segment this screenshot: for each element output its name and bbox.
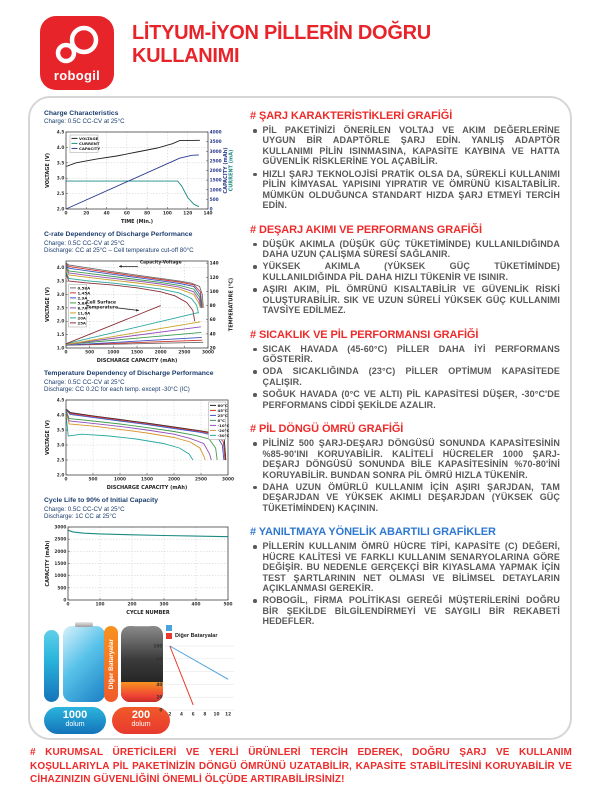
svg-text:2.0: 2.0: [56, 473, 65, 479]
svg-text:2500: 2500: [178, 350, 191, 356]
bullet-dot: [253, 348, 257, 352]
chart-subtitle: Charge: 0.5C CC-CV at 25°C: [44, 378, 125, 386]
svg-text:10: 10: [213, 712, 220, 718]
svg-text:60: 60: [123, 211, 130, 217]
svg-text:25°C: 25°C: [217, 413, 228, 419]
svg-text:100: 100: [95, 602, 105, 608]
svg-text:11,6A: 11,6A: [77, 310, 91, 316]
bullet-text: PİLİNİZ 500 ŞARJ-DEŞARJ DÖNGÜSÜ SONUNDA KAPASİTESİNİN %85-90'INI KORUYABİLİR. KALİTELİ HÜCRELER 1000 ŞARJ-DEŞARJ DÖNGÜSÜ SONUNDA BİLE KAPASİTESİNİN %70-80'İNİ KORUYABİLİR. BUNDAN SONRA PİL ÖMRÜ HIZLA TÜKENİR.: [262, 438, 560, 480]
bullet-text: YÜKSEK AKIMLA (YÜKSEK GÜÇ TÜKETİMİNDE) KULLANILDIĞINDA PİL DAHA HIZLI TÜKENİR VE ISINIR.: [262, 261, 560, 282]
svg-text:4.0: 4.0: [56, 413, 65, 419]
svg-text:100: 100: [153, 644, 163, 650]
header: [40, 16, 431, 90]
svg-text:40: 40: [209, 332, 216, 338]
svg-text:2.5: 2.5: [56, 192, 65, 198]
svg-text:1.0: 1.0: [56, 346, 65, 352]
svg-text:500: 500: [223, 602, 233, 608]
svg-text:0: 0: [159, 708, 163, 714]
chart-subtitle: Charge: 0.5C CC-CV at 25°C: [44, 505, 125, 513]
svg-text:3500: 3500: [209, 140, 222, 146]
svg-text:VOLTAGE (V): VOLTAGE (V): [45, 287, 51, 323]
chart-subtitle: Discharge: CC at 25°C – Cell temperature cut-off 80°C: [44, 247, 194, 255]
svg-text:300: 300: [159, 602, 169, 608]
svg-text:3.5: 3.5: [56, 279, 65, 285]
svg-text:25A: 25A: [77, 320, 86, 326]
bullet-item: [250, 389, 560, 410]
bullet-dot: [253, 243, 257, 247]
badge-unit: dolum: [131, 721, 151, 729]
svg-text:4.5: 4.5: [56, 130, 65, 136]
svg-text:0: 0: [64, 211, 68, 217]
bullet-dot: [253, 545, 257, 549]
svg-text:4.5: 4.5: [56, 398, 65, 404]
section-sicaklik-performans: [250, 329, 560, 411]
legend-swatch-red: [166, 633, 172, 639]
bullet-dot: [253, 265, 257, 269]
svg-text:0: 0: [66, 602, 70, 608]
svg-text:120: 120: [183, 211, 193, 217]
svg-text:3000: 3000: [202, 350, 214, 356]
robogil-circles-icon: [51, 24, 103, 68]
svg-text:2,9A: 2,9A: [77, 295, 88, 301]
bullet-text: SICAK HAVADA (45-60°C) PİLLER DAHA İYİ PERFORMANS GÖSTERİR.: [262, 343, 560, 364]
bullet-item: [250, 261, 560, 282]
bullet-dot: [253, 442, 257, 446]
bullet-item: [250, 541, 560, 593]
chart-block-cycle-life: [44, 497, 240, 615]
legend-item: [166, 632, 240, 640]
content-card: [28, 96, 572, 740]
chart-charge-characteristics: [44, 128, 234, 224]
section-abartili-grafikler: [250, 526, 560, 627]
bullet-item: [250, 344, 560, 365]
svg-text:100: 100: [162, 211, 172, 217]
svg-text:3000: 3000: [222, 477, 234, 483]
svg-text:20: 20: [83, 211, 90, 217]
svg-text:40: 40: [156, 683, 163, 689]
section-heading: # SICAKLIK VE PİL PERFORMANSI GRAFİĞİ: [250, 328, 479, 341]
svg-text:100: 100: [209, 290, 219, 296]
section-dongu-omru: [250, 423, 560, 513]
svg-text:3.0: 3.0: [56, 293, 65, 299]
svg-text:400: 400: [191, 602, 201, 608]
chart-cycle-life: [44, 523, 234, 615]
svg-text:200: 200: [127, 602, 137, 608]
badge-unit: dolum: [65, 721, 85, 729]
svg-text:Capacity-Voltage: Capacity-Voltage: [139, 260, 182, 266]
badge-value: 200: [131, 709, 151, 722]
svg-text:Cell Surface: Cell Surface: [86, 300, 117, 306]
bullet-text: AŞIRI AKIM, PİL ÖMRÜNÜ KISALTABİLİR VE GÜVENLİK RİSKİ OLUŞTURABİLİR. SIK VE UZUN SÜRELİ YÜKSEK GÜÇ KULLANIMI TAVSİYE EDİLMEZ.: [262, 284, 560, 316]
chart-block-temperature: [44, 370, 240, 490]
svg-text:2.5: 2.5: [56, 458, 65, 464]
bullet-item: [250, 169, 560, 211]
bullet-dot: [253, 599, 257, 603]
section-heading: # YANILTMAYA YÖNELİK ABARTILI GRAFİKLER: [250, 526, 496, 539]
svg-text:4000: 4000: [209, 130, 222, 136]
svg-text:4.0: 4.0: [56, 146, 65, 152]
bullet-item: [250, 482, 560, 513]
svg-text:1000: 1000: [107, 350, 120, 356]
svg-text:2500: 2500: [209, 159, 222, 165]
text-column: [250, 110, 560, 730]
chart-title: C-rate Dependency of Discharge Performance: [44, 231, 193, 239]
logo-text: robogil: [53, 68, 101, 83]
svg-text:500: 500: [88, 477, 98, 483]
svg-text:1.5: 1.5: [56, 333, 65, 339]
battery-blue: [63, 626, 105, 702]
svg-text:-30°C: -30°C: [217, 433, 230, 439]
svg-text:80: 80: [144, 211, 151, 217]
bullet-item: [250, 284, 560, 315]
svg-text:1000: 1000: [114, 477, 126, 483]
svg-text:VOLTAGE (V): VOLTAGE (V): [45, 153, 51, 189]
legend-label: Diğer Bataryalar: [175, 633, 218, 640]
svg-text:20A: 20A: [77, 315, 86, 321]
svg-text:DISCHARGE CAPACITY (mAh): DISCHARGE CAPACITY (mAh): [106, 485, 188, 491]
svg-text:120: 120: [209, 275, 219, 281]
chart-battery-life-comparison: [152, 642, 238, 720]
svg-text:80: 80: [156, 657, 163, 663]
svg-text:500: 500: [57, 586, 67, 592]
svg-text:60°C: 60°C: [217, 403, 228, 409]
bullet-dot: [253, 288, 257, 292]
mini-chart-legend: [166, 624, 240, 640]
bullet-text: DÜŞÜK AKIMLA (DÜŞÜK GÜÇ TÜKETİMİNDE) KULLANILDIĞINDA DAHA UZUN ÇALIŞMA SÜRESİ SAĞLANIR.: [262, 238, 560, 259]
bullet-text: ROBOGİL, FİRMA POLİTİKASI GEREĞİ MÜŞTERİLERİNİ DOĞRU BİR ŞEKİLDE BİLGİLENDİRMEYİ VE SAYGILI BİR REKABETİ HEDEFLER.: [262, 595, 560, 627]
svg-text:DISCHARGE CAPACITY (mAh): DISCHARGE CAPACITY (mAh): [96, 358, 178, 364]
legend-swatch-blue: [166, 625, 172, 631]
bullet-text: PİLLERİN KULLANIM ÖMRÜ HÜCRE TİPİ, KAPASİTE (C) DEĞERİ, HÜCRE KALİTESİ VE FARKLI KULLANIM SENARYOLARINA GÖRE DEĞİŞİR. BU NEDENLE GERÇEKÇİ BİR KIYASLAMA YAPMAK İÇİN TEST ŞARTLARININ NET OLMASI VE BİLİMSEL DETAYLARIN AÇIKLANMASI GEREKİR.: [262, 541, 560, 593]
svg-text:0,58A: 0,58A: [77, 285, 91, 291]
chart-subtitle: Charge: 0.5C CC-CV at 25°C: [44, 118, 125, 126]
svg-text:3.0: 3.0: [56, 443, 65, 449]
other-batteries-strip: [104, 626, 118, 702]
svg-text:80: 80: [209, 304, 216, 310]
svg-text:6: 6: [191, 712, 195, 718]
section-heading: # DEŞARJ AKIMI VE PERFORMANS GRAFİĞİ: [250, 223, 482, 236]
svg-text:0°C: 0°C: [217, 418, 226, 424]
svg-text:140: 140: [203, 211, 213, 217]
bullet-text: HIZLI ŞARJ TEKNOLOJİSİ PRATİK OLSA DA, SÜREKLİ KULLANIMI PİLİN KİMYASAL YAPISINI YIPRATIR VE ÖMRÜNÜ KISALTABİLİR. MÜMKÜN OLDUĞUNCA STANDART HIZDA ŞARJ ETMEYİ TERCİH EDİN.: [262, 168, 560, 211]
svg-text:1500: 1500: [131, 350, 143, 356]
battery-cap: [133, 626, 151, 627]
title-line-2: KULLANIMI: [132, 45, 240, 67]
svg-text:5,8A: 5,8A: [77, 300, 88, 306]
svg-text:2.0: 2.0: [56, 319, 65, 325]
svg-text:8,7A: 8,7A: [77, 305, 88, 311]
svg-text:3.5: 3.5: [56, 161, 65, 167]
section-sarj-karakteristikleri: [250, 110, 560, 211]
svg-text:1000: 1000: [54, 574, 67, 580]
battery-cap: [75, 622, 93, 627]
chart-subtitle: Charge: 0.5C CC-CV at 25°C: [44, 239, 125, 247]
bullet-dot: [253, 370, 257, 374]
svg-text:3000: 3000: [209, 149, 222, 155]
bullet-dot: [253, 129, 257, 133]
battery-comparison: [44, 622, 240, 734]
svg-text:2500: 2500: [54, 537, 67, 543]
svg-text:60: 60: [156, 670, 163, 676]
svg-text:1500: 1500: [141, 477, 153, 483]
chart-block-crate: [44, 231, 240, 363]
chart-title: Cycle Life to 90% of Initial Capacity: [44, 497, 159, 505]
svg-text:4.0: 4.0: [56, 266, 65, 272]
svg-text:3.0: 3.0: [56, 176, 65, 182]
chart-temperature-discharge: [44, 396, 234, 490]
svg-text:60: 60: [209, 318, 216, 324]
page-title: [132, 22, 431, 68]
svg-text:20: 20: [156, 695, 163, 701]
charts-column: [44, 110, 240, 730]
svg-text:2000: 2000: [54, 550, 67, 556]
bullet-item: [250, 595, 560, 626]
svg-text:500: 500: [209, 198, 219, 204]
svg-text:3.5: 3.5: [56, 428, 65, 434]
svg-text:CYCLE NUMBER: CYCLE NUMBER: [126, 609, 170, 616]
svg-text:2000: 2000: [154, 350, 167, 356]
svg-text:CAPACITY: CAPACITY: [79, 146, 101, 152]
svg-text:TIME (Min.): TIME (Min.): [120, 219, 154, 225]
bullet-dot: [253, 173, 257, 177]
svg-text:TEMPERATURE (°C): TEMPERATURE (°C): [228, 278, 234, 332]
svg-text:0: 0: [64, 477, 68, 483]
svg-text:500: 500: [85, 350, 95, 356]
bullet-item: [250, 125, 560, 167]
badge-1000-dolum: [44, 707, 106, 734]
bullet-item: [250, 366, 560, 387]
svg-text:3000: 3000: [54, 525, 67, 531]
svg-text:140: 140: [209, 261, 219, 267]
legend-item: [166, 624, 240, 632]
chart-crate-discharge: [44, 257, 234, 363]
footer-note: [30, 746, 572, 787]
bullet-item: [250, 438, 560, 480]
battery-blue-slim: [44, 630, 59, 702]
svg-text:2.0: 2.0: [56, 207, 65, 213]
bullet-dot: [253, 486, 257, 490]
bullet-text: DAHA UZUN ÖMÜRLÜ KULLANIM İÇİN AŞIRI ŞARJDAN, TAM DEŞARJDAN VE YÜKSEK AKIMLI DEŞARJDAN (YÜKSEK GÜÇ TÜKETİMİNDEN) KAÇININ.: [262, 481, 560, 513]
section-heading: # PİL DÖNGÜ ÖMRÜ GRAFİĞİ: [250, 423, 404, 436]
svg-text:CURRENT (mA): CURRENT (mA): [228, 149, 234, 192]
chart-title: Charge Characteristics: [44, 110, 119, 117]
svg-text:1000: 1000: [209, 188, 222, 194]
svg-text:20: 20: [209, 346, 216, 352]
svg-text:2.5: 2.5: [56, 306, 65, 312]
chart-title: Temperature Dependency of Discharge Performance: [44, 370, 214, 378]
footer-text: # KURUMSAL ÜRETİCİLERİ VE YERLİ ÜRÜNLERİ TERCİH EDEREK, DOĞRU ŞARJ VE KULLANIM KOŞULLARIYLA PİL PAKETİNİZİN DÖNGÜ ÖMRÜNÜ UZATABİLİR, KAPASİTE STABİLİTESİNİ KORUYABİLİR VE CİHAZINIZIN GÜVENLİĞİNİ ÖNEMLİ ÖLÇÜDE ARTIRABİLİRSİNİZ!: [30, 747, 572, 785]
bullet-dot: [253, 393, 257, 397]
svg-text:12: 12: [225, 712, 232, 718]
svg-text:1500: 1500: [209, 178, 222, 184]
svg-text:2000: 2000: [209, 169, 222, 175]
svg-text:2500: 2500: [195, 477, 207, 483]
svg-text:40: 40: [103, 211, 110, 217]
svg-text:1500: 1500: [54, 562, 67, 568]
svg-text:-20°C: -20°C: [217, 428, 230, 434]
svg-text:0: 0: [63, 598, 67, 604]
badge-value: 1000: [62, 709, 88, 722]
other-batteries-strip-label: Diğer Bataryalar: [107, 639, 115, 690]
svg-text:45°C: 45°C: [217, 408, 228, 414]
chart-subtitle: Discharge: 1C CC at 25°C: [44, 513, 117, 521]
svg-text:CURRENT: CURRENT: [79, 141, 100, 147]
battery-life-mini-chart: [152, 622, 240, 720]
section-desarj-akimi: [250, 224, 560, 316]
bullet-text: SOĞUK HAVADA (0°C VE ALTI) PİL KAPASİTESİ DÜŞER, -30°C'DE PERFORMANS CİDDİ ŞEKİLDE AZALIR.: [262, 389, 560, 410]
svg-text:VOLTAGE: VOLTAGE: [79, 136, 99, 142]
svg-text:4: 4: [180, 712, 183, 718]
svg-text:CAPACITY (mAh): CAPACITY (mAh): [222, 147, 229, 194]
section-heading: # ŞARJ KARAKTERİSTİKLERİ GRAFİĞİ: [250, 110, 453, 122]
svg-text:2: 2: [168, 712, 172, 718]
svg-text:2000: 2000: [168, 477, 180, 483]
bullet-text: PİL PAKETİNİZİ ÖNERİLEN VOLTAJ VE AKIM DEĞERLERİNE UYGUN BİR ADAPTÖRLE ŞARJ EDİN. YANLIŞ ADAPTÖR KULLANIMI PİLİN ISINMASINA, KAPASİTE KAYBINA VE HATTA GÜVENLİK RİSKLERİNE YOL AÇABİLİR.: [262, 125, 560, 167]
bullet-item: [250, 239, 560, 260]
bullet-text: ODA SICAKLIĞINDA (23°C) PİLLER OPTİMUM KAPASİTEDE ÇALIŞIR.: [262, 366, 560, 387]
title-line-1: LİTYUM-İYON PİLLERİN DOĞRU: [132, 22, 431, 44]
robogil-logo: [40, 16, 114, 90]
svg-text:0: 0: [64, 350, 68, 356]
svg-text:-10°C: -10°C: [217, 423, 230, 429]
svg-text:VOLTAGE (V): VOLTAGE (V): [45, 420, 51, 456]
svg-text:1,45A: 1,45A: [77, 290, 91, 296]
svg-text:CAPACITY (mAh): CAPACITY (mAh): [45, 540, 51, 587]
svg-text:0: 0: [209, 207, 213, 213]
chart-block-charge: [44, 110, 240, 224]
svg-text:Temperature: Temperature: [86, 305, 118, 311]
chart-subtitle: Discharge: CC 0.2C for each temp. except -30°C (IC): [44, 386, 190, 394]
svg-text:8: 8: [203, 712, 207, 718]
